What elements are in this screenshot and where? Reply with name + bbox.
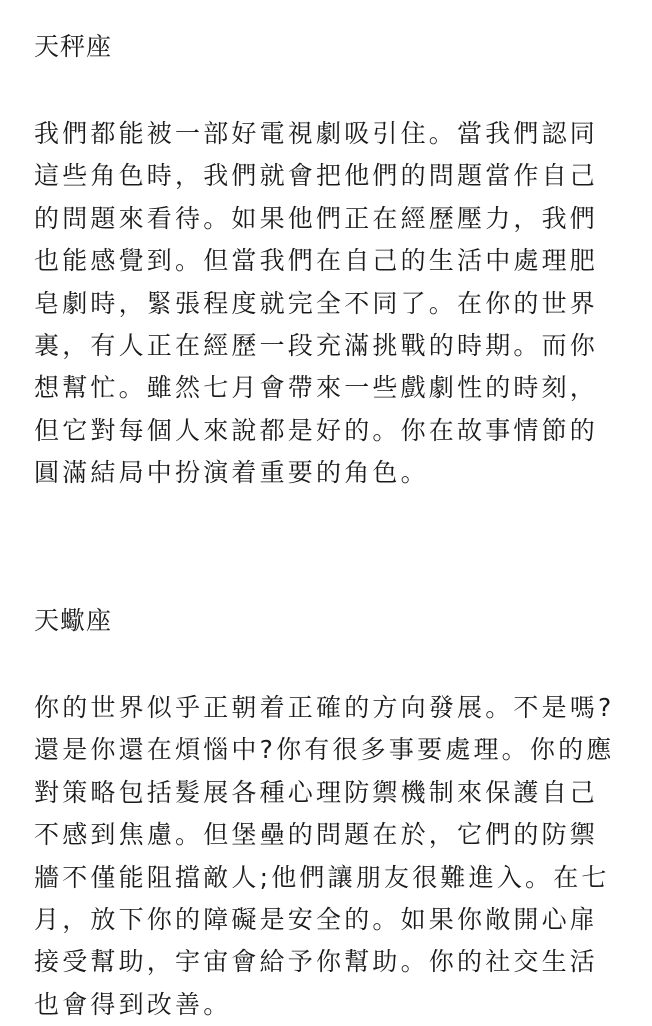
scorpio-section bbox=[34, 600, 624, 1026]
paragraph-line: 還是你還在煩惱中?你有很多事要處理。你的應 bbox=[34, 735, 615, 765]
libra-heading: 天秤座 bbox=[34, 32, 113, 61]
paragraph-line: 裏，有人正在經歷一段充滿挑戰的時期。而你 bbox=[34, 331, 599, 361]
paragraph-line: 想幫忙。雖然七月會帶來一些戲劇性的時刻， bbox=[34, 373, 599, 403]
scorpio-paragraph bbox=[34, 687, 624, 1026]
paragraph-line: 我們都能被一部好電視劇吸引住。當我們認同 bbox=[34, 119, 599, 148]
paragraph-line: 的問題來看待。如果他們正在經歷壓力，我們 bbox=[34, 203, 599, 233]
scorpio-heading: 天蠍座 bbox=[34, 606, 113, 635]
paragraph-line: 你的世界似乎正朝着正確的方向發展。不是嗎? bbox=[34, 693, 615, 722]
libra-section bbox=[34, 26, 624, 495]
paragraph-line: 也會得到改善。 bbox=[34, 989, 232, 1019]
paragraph-line: 也能感覺到。但當我們在自己的生活中處理肥 bbox=[34, 246, 599, 276]
paragraph-line: 月，放下你的障礙是安全的。如果你敞開心扉 bbox=[34, 905, 599, 935]
paragraph-line: 但它對每個人來說都是好的。你在故事情節的 bbox=[34, 415, 599, 445]
paragraph-line: 對策略包括髮展各種心理防禦機制來保護自己 bbox=[34, 777, 599, 807]
paragraph-line: 皂劇時，緊張程度就完全不同了。在你的世界 bbox=[34, 288, 599, 318]
paragraph-line: 接受幫助，宇宙會給予你幫助。你的社交生活 bbox=[34, 947, 599, 977]
paragraph-line: 不感到焦慮。但堡壘的問題在於，它們的防禦 bbox=[34, 820, 599, 850]
libra-paragraph bbox=[34, 113, 624, 495]
paragraph-line: 圓滿結局中扮演着重要的角色。 bbox=[34, 458, 429, 488]
paragraph-line: 牆不僅能阻擋敵人;他們讓朋友很難進入。在七 bbox=[34, 862, 610, 892]
paragraph-line: 這些角色時，我們就會把他們的問題當作自己 bbox=[34, 161, 599, 191]
